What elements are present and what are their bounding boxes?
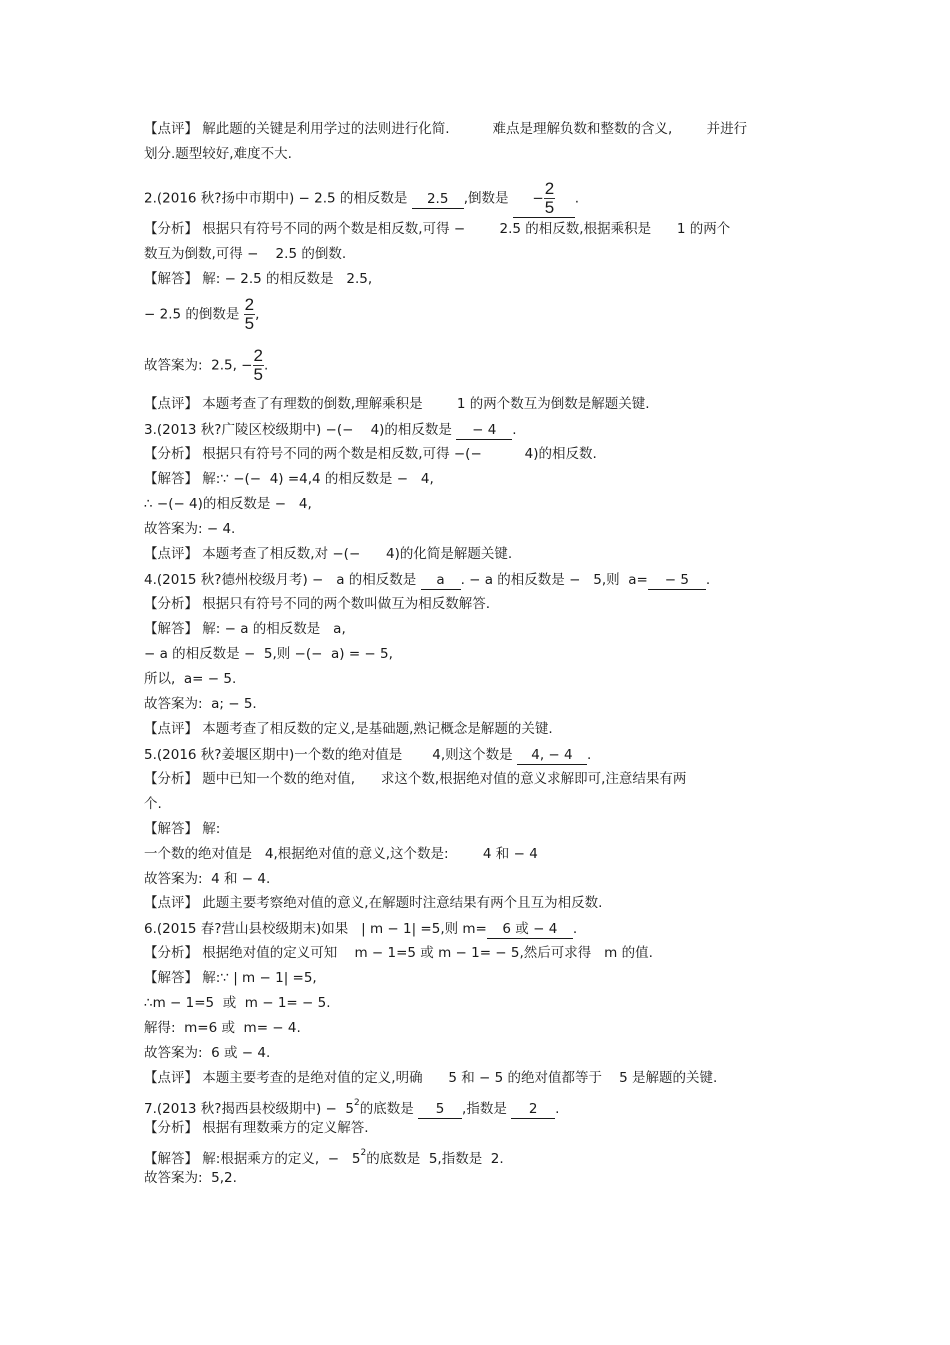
answer-blank: − 5	[648, 571, 706, 590]
answer-blank: 4, − 4	[517, 746, 587, 765]
question-4: 4.(2015 秋?德州校级月考) − a 的相反数是 a . − a 的相反数是 − 5,则 a= − 5 .	[144, 572, 711, 588]
analysis-line: 数互为倒数,可得 − 2.5 的倒数.	[144, 246, 347, 262]
question-2: 2.(2016 秋?扬中市期中) − 2.5 的相反数是 2.5 ,倒数是 − $\frac{2}{5}$ .	[144, 179, 580, 217]
analysis-line: 【分析】 根据绝对值的定义可知 m − 1=5 或 m − 1= − 5,然后可求得 m 的值.	[144, 945, 653, 961]
question-7: 7.(2013 秋?揭西县校级期中) − $5^2$的底数是 5 ,指数是 2 .	[144, 1098, 560, 1117]
answer-line: 故答案为: − 4.	[144, 521, 236, 537]
solution-line: 【解答】 解:∵ −(− 4) =4,4 的相反数是 − 4,	[144, 471, 434, 487]
solution-line: 一个数的绝对值是 4,根据绝对值的意义,这个数是: 4 和 − 4	[144, 846, 538, 862]
answer-blank: 2.5	[412, 190, 464, 209]
solution-line: 【解答】 解:根据乘方的定义, − $5^2$的底数是 5,指数是 2.	[144, 1148, 504, 1167]
fraction: $\frac{2}{5}$	[544, 179, 555, 217]
answer-line: 故答案为: 6 或 − 4.	[144, 1045, 271, 1061]
solution-line: − a 的相反数是 − 5,则 −(− a) = − 5,	[144, 646, 393, 662]
answer-blank: − 4	[456, 421, 512, 440]
solution-line: − 2.5 的倒数是 $\frac{2}{5}$ ,	[144, 295, 260, 333]
answer-blank: 2	[511, 1100, 555, 1119]
comment-line: 【点评】 本题考查了相反数,对 −(− 4)的化简是解题关键.	[144, 546, 513, 562]
answer-line: 故答案为: 2.5, − $\frac{2}{5}$ .	[144, 346, 269, 384]
comment-line: 划分.题型较好,难度不大.	[144, 146, 292, 162]
analysis-line: 【分析】 根据只有符号不同的两个数叫做互为相反数解答.	[144, 596, 491, 612]
comment-line: 【点评】 本题考查了相反数的定义,是基础题,熟记概念是解题的关键.	[144, 721, 553, 737]
question-5: 5.(2016 秋?姜堰区期中)一个数的绝对值是 4,则这个数是 4, − 4 .	[144, 747, 592, 763]
answer-line: 故答案为: 5,2.	[144, 1170, 237, 1186]
solution-line: ∴m − 1=5 或 m − 1= − 5.	[144, 995, 331, 1011]
solution-line: ∴ −(− 4)的相反数是 − 4,	[144, 496, 312, 512]
answer-blank: 5	[418, 1100, 462, 1119]
answer-blank: 6 或 − 4	[487, 920, 573, 939]
comment-line: 【点评】 本题主要考查的是绝对值的定义,明确 5 和 − 5 的绝对值都等于 5 是解题的关键.	[144, 1070, 718, 1086]
solution-line: 解得: m=6 或 m= − 4.	[144, 1020, 301, 1036]
comment-line: 【点评】 本题考查了有理数的倒数,理解乘积是 1 的两个数互为倒数是解题关键.	[144, 396, 650, 412]
solution-line: 【解答】 解: − 2.5 的相反数是 2.5,	[144, 271, 373, 287]
answer-blank: a	[421, 571, 461, 590]
solution-line: 【解答】 解:	[144, 821, 221, 837]
comment-line: 【点评】 此题主要考察绝对值的意义,在解题时注意结果有两个且互为相反数.	[144, 895, 603, 911]
question-6: 6.(2015 春?营山县校级期末)如果 | m − 1| =5,则 m= 6 或 − 4 .	[144, 921, 578, 937]
fraction: $\frac{2}{5}$	[253, 346, 263, 384]
analysis-line: 【分析】 题中已知一个数的绝对值, 求这个数,根据绝对值的意义求解即可,注意结果有两	[144, 771, 687, 787]
analysis-line: 【分析】 根据有理数乘方的定义解答.	[144, 1120, 369, 1136]
solution-line: 【解答】 解:∵ | m − 1| =5,	[144, 970, 317, 986]
answer-line: 故答案为: 4 和 − 4.	[144, 871, 271, 887]
comment-line: 【点评】 解此题的关键是利用学过的法则进行化简. 难点是理解负数和整数的含义, 并进行	[144, 121, 748, 137]
analysis-line: 个.	[144, 796, 162, 812]
fraction: $\frac{2}{5}$	[244, 295, 255, 333]
solution-line: 所以, a= − 5.	[144, 671, 237, 687]
solution-line: 【解答】 解: − a 的相反数是 a,	[144, 621, 346, 637]
question-3: 3.(2013 秋?广陵区校级期中) −(− 4)的相反数是 − 4 .	[144, 422, 517, 438]
answer-line: 故答案为: a; − 5.	[144, 696, 257, 712]
analysis-line: 【分析】 根据只有符号不同的两个数是相反数,可得 −(− 4)的相反数.	[144, 446, 597, 462]
analysis-line: 【分析】 根据只有符号不同的两个数是相反数,可得 − 2.5 的相反数,根据乘积是 1 的两个	[144, 221, 731, 237]
